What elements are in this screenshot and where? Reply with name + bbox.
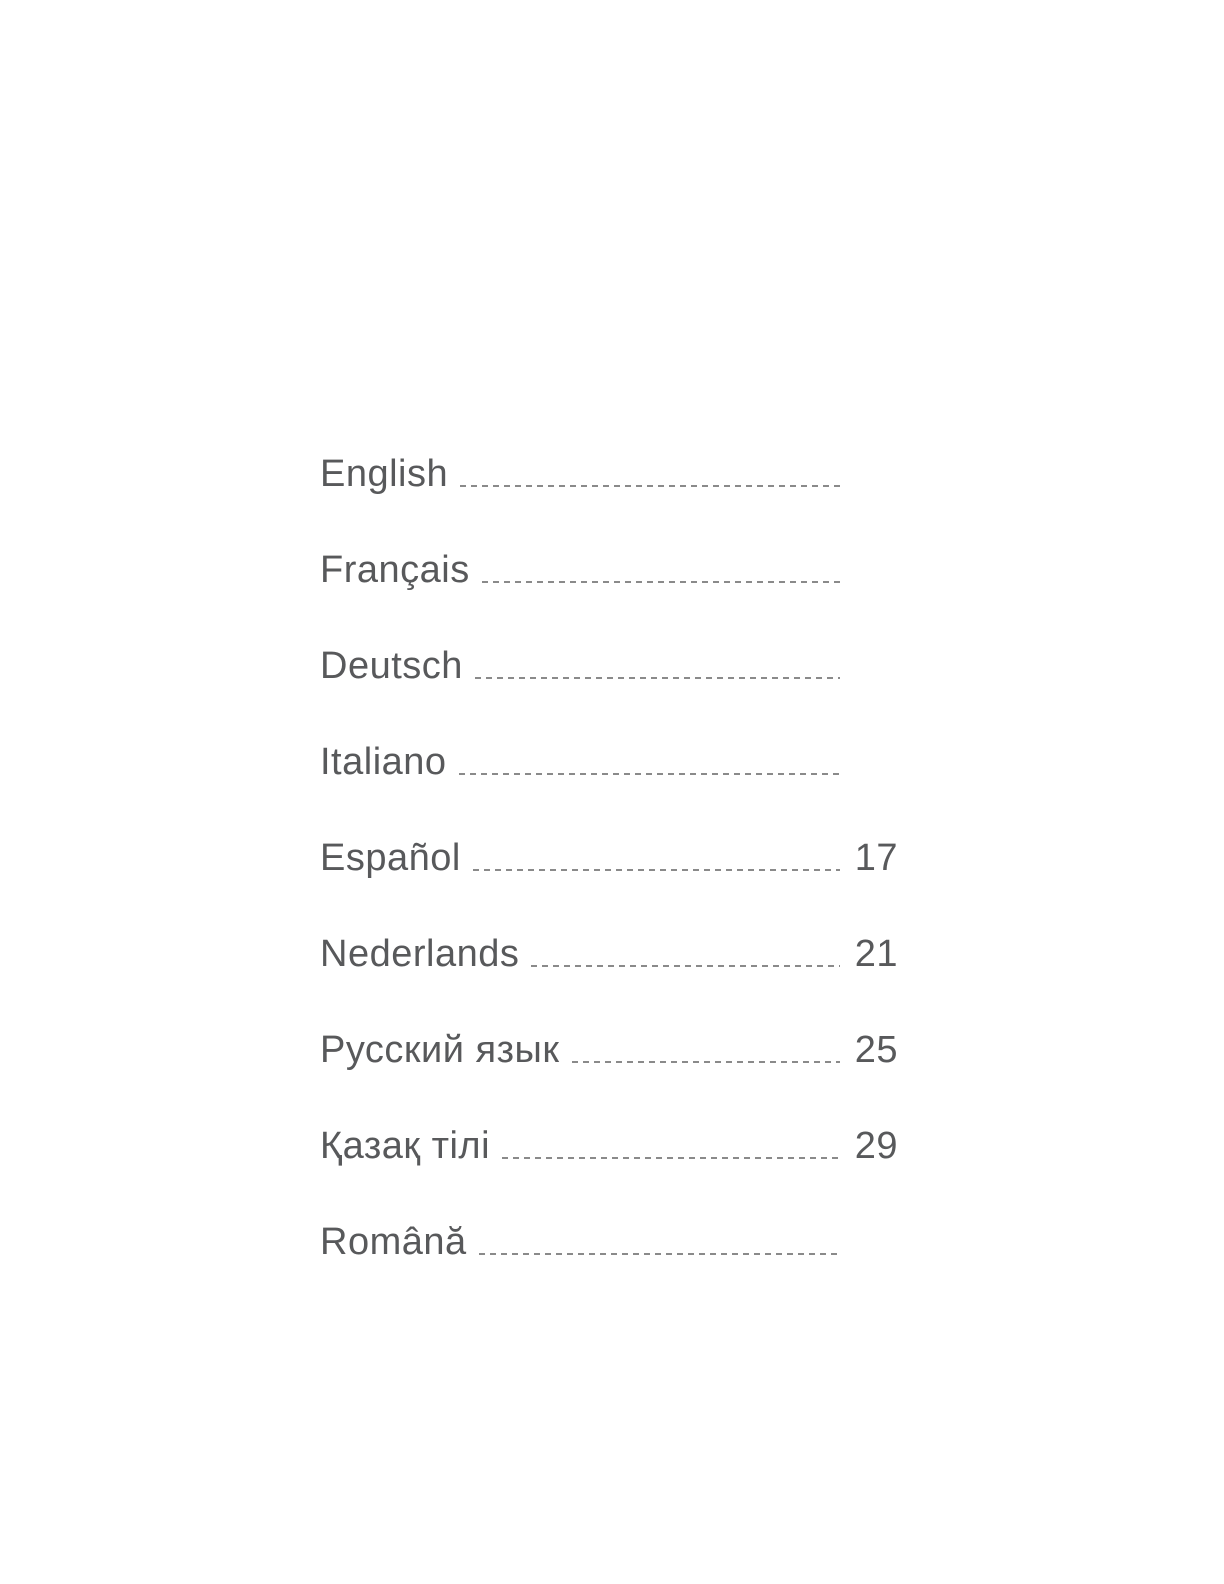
dotted-leader — [460, 485, 840, 487]
toc-entry — [320, 1028, 898, 1072]
toc-list — [320, 452, 898, 1264]
toc-entry — [320, 1220, 898, 1264]
toc-entry-label: Deutsch — [320, 645, 463, 687]
toc-entry-page: 29 — [854, 1125, 898, 1167]
toc-entry-label: Nederlands — [320, 933, 520, 975]
toc-entry-label: Italiano — [320, 741, 447, 783]
toc-entry — [320, 548, 898, 592]
dotted-leader — [459, 773, 840, 775]
toc-entry-page: 17 — [854, 837, 898, 879]
toc-entry-label: Français — [320, 549, 470, 591]
toc-entry — [320, 932, 898, 976]
dotted-leader — [531, 965, 840, 967]
toc-entry-label: Қазақ тілі — [320, 1125, 491, 1167]
dotted-leader — [502, 1157, 840, 1159]
toc-entry-page: 25 — [854, 1029, 898, 1071]
dotted-leader — [479, 1253, 840, 1255]
toc-entry-label: Русский язык — [320, 1029, 560, 1071]
dotted-leader — [482, 581, 840, 583]
toc-entry — [320, 836, 898, 880]
toc-entry — [320, 644, 898, 688]
toc-entry — [320, 1124, 898, 1168]
toc-entry-label: English — [320, 453, 449, 495]
toc-entry — [320, 452, 898, 496]
toc-entry — [320, 740, 898, 784]
toc-entry-label: Español — [320, 837, 461, 879]
toc-entry-page: 21 — [854, 933, 898, 975]
dotted-leader — [475, 677, 840, 679]
dotted-leader — [473, 869, 840, 871]
dotted-leader — [572, 1061, 841, 1063]
toc-entry-label: Română — [320, 1221, 467, 1263]
